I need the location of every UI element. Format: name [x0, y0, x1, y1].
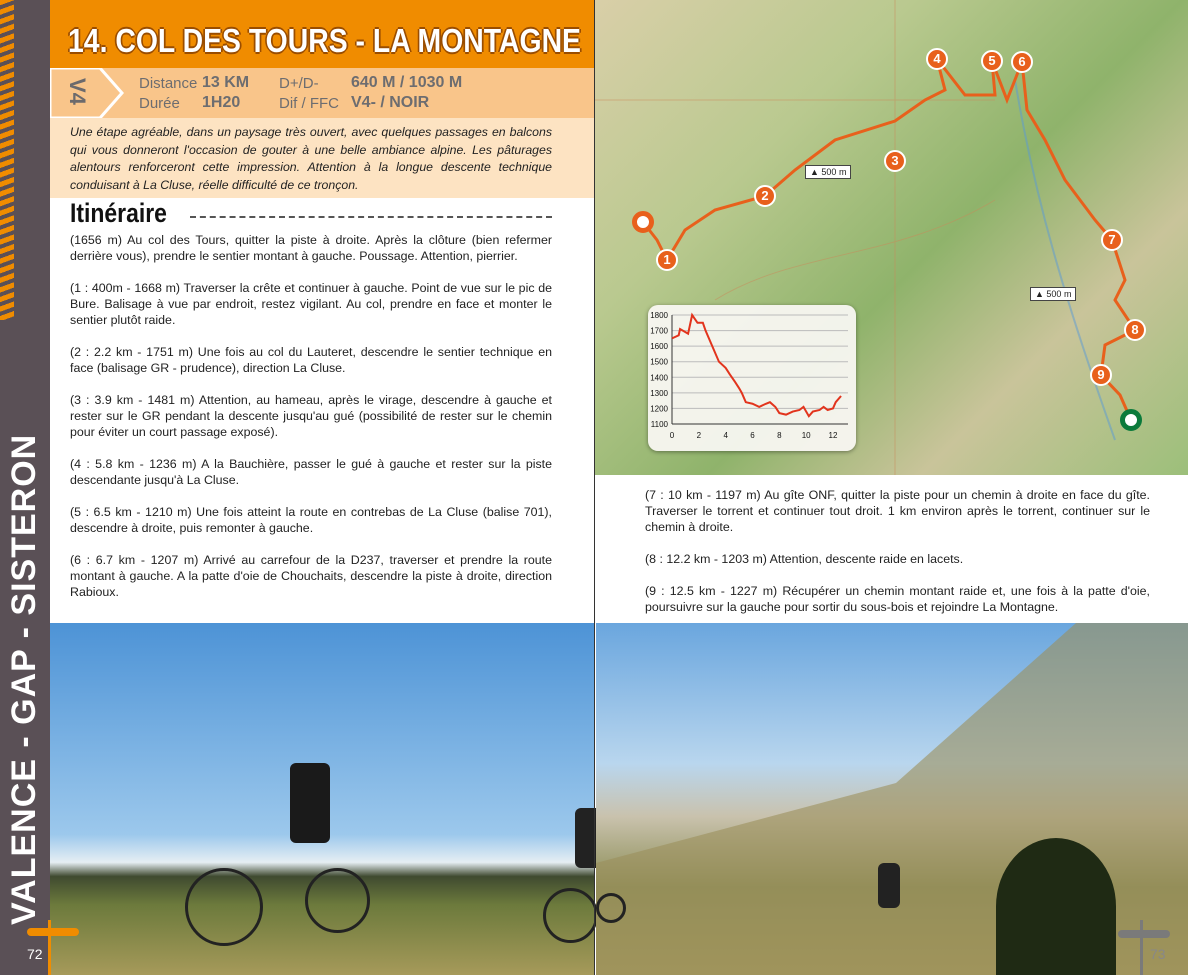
step-paragraph: (7 : 10 km - 1197 m) Au gîte ONF, quitter la piste pour un chemin à droite en face du gîte. Traverser le torrent et continuer tout droit. 1 km environ après le torrent, continuer sur le chemin à droite. — [645, 488, 1150, 534]
waypoint-marker: 1 — [656, 249, 678, 271]
waypoint-marker: 4 — [926, 48, 948, 70]
cyclist — [290, 763, 330, 843]
step-paragraph: (5 : 6.5 km - 1210 m) Une fois atteint la route en contrebas de La Cluse (balise 701), descendre à droite, puis remonter à gauche. — [70, 505, 552, 535]
waypoint-marker: 7 — [1101, 229, 1123, 251]
step-paragraph: (4 : 5.8 km - 1236 m) A la Bauchière, passer le gué à gauche et rester sur la piste descendante jusqu'à La Cluse. — [70, 457, 552, 487]
itinerary-left-column — [70, 232, 552, 616]
signpost-icon — [1118, 930, 1170, 938]
x-tick-label: 6 — [750, 431, 755, 440]
bike-wheel — [305, 868, 370, 933]
intro-text: Une étape agréable, dans un paysage très ouvert, avec quelques passages en balcons qui vous donneront l'occasion de gouter à une belle ambiance alpine. Les pâturages alentours renforceront cette impression. Attention à la longue descente technique conduisant à La Cluse, réelle difficulté de ce tronçon. — [70, 125, 552, 192]
bike-wheel — [185, 868, 263, 946]
y-tick-label: 1600 — [650, 342, 668, 352]
y-tick-label: 1800 — [650, 311, 668, 320]
distance-value: 13 KM — [202, 74, 250, 91]
x-tick-label: 4 — [723, 431, 728, 440]
duration-value: 1H20 — [202, 94, 241, 111]
map-scale: ▲ 500 m — [1030, 287, 1076, 301]
page-fold — [594, 0, 595, 975]
y-tick-label: 1100 — [650, 420, 668, 429]
page-number-left: 72 — [27, 946, 43, 962]
level-badge: V4 — [65, 78, 90, 105]
waypoint-marker: 9 — [1090, 364, 1112, 386]
waypoint-marker: 5 — [981, 50, 1003, 72]
photo-mountain — [596, 623, 1188, 975]
step-paragraph: (8 : 12.2 km - 1203 m) Attention, descente raide en lacets. — [645, 552, 964, 566]
duration-label: Durée — [139, 95, 180, 112]
step-paragraph: (9 : 12.5 km - 1227 m) Récupérer un chemin montant raide et, une fois à la patte d'oie, poursuivre sur la gauche pour sortir du sous-bois et rejoindre La Montagne. — [645, 584, 1150, 614]
x-tick-label: 0 — [669, 431, 675, 440]
y-tick-label: 1200 — [650, 404, 668, 414]
scale-label: 500 m — [821, 167, 847, 177]
distance-label: Distance — [139, 75, 198, 92]
step-paragraph: (1 : 400m - 1668 m) Traverser la crête et continuer à gauche. Point de vue sur le pic de Bure. Balisage à vue par endroit, restez vigilant. Au col, prendre en face et monter le sentier plutôt raide. — [70, 281, 552, 327]
bike-wheel — [543, 888, 598, 943]
decorative-pattern — [0, 0, 14, 320]
x-tick-label: 10 — [801, 431, 811, 440]
waypoint-marker: 8 — [1124, 319, 1146, 341]
difficulty-label: Dif / FFC — [279, 95, 339, 112]
end-marker — [1120, 409, 1142, 431]
cyclist — [878, 863, 900, 908]
bike-wheel — [596, 893, 626, 923]
elevation-profile — [648, 305, 856, 451]
y-tick-label: 1700 — [650, 326, 668, 336]
heading-divider — [190, 216, 552, 218]
step-paragraph: (2 : 2.2 km - 1751 m) Une fois au col du Lauteret, descendre le sentier technique en face (balisage GR - prudence), direction La Cluse. — [70, 345, 552, 375]
scale-label: 500 m — [1046, 289, 1072, 299]
waypoint-marker: 6 — [1011, 51, 1033, 73]
x-tick-label: 2 — [696, 431, 702, 440]
region-title: VALENCE - GAP - SISTERON — [5, 433, 43, 925]
signpost-icon — [1140, 920, 1143, 975]
tree — [996, 838, 1116, 975]
y-tick-label: 1400 — [650, 373, 668, 383]
y-tick-label: 1500 — [650, 357, 668, 367]
step-paragraph: (3 : 3.9 km - 1481 m) Attention, au hameau, après le virage, descendre à gauche et rester sur le GR pendant la descente jusqu'au gué (possibilité de rester sur le chemin pour éviter un court passage exposé). — [70, 393, 552, 439]
itinerary-right-column — [645, 487, 1150, 631]
start-marker — [632, 211, 654, 233]
step-paragraph: (1656 m) Au col des Tours, quitter la piste à droite. Après la clôture (bien refermer derrière vous), prendre le sentier montant à gauche. Poussage. Attention, pierrier. — [70, 233, 552, 263]
x-tick-label: 12 — [828, 431, 838, 440]
step-paragraph: (6 : 6.7 km - 1207 m) Arrivé au carrefour de la D237, traverser et prendre la route montant à gauche. A la patte d'oie de Chouchaits, descendre la piste à droite, direction Rabioux. — [70, 553, 552, 599]
waypoint-marker: 3 — [884, 150, 906, 172]
y-tick-label: 1300 — [650, 388, 668, 398]
waypoint-marker: 2 — [754, 185, 776, 207]
page-title: 14. COL DES TOURS - LA MONTAGNE — [68, 22, 581, 59]
difficulty-value: V4- / NOIR — [351, 94, 430, 111]
elevation-value: 640 M / 1030 M — [351, 74, 463, 91]
page-number-right: 73 — [1150, 946, 1166, 962]
itinerary-heading: Itinéraire — [70, 198, 167, 228]
photo-cyclists — [50, 623, 594, 975]
signpost-icon — [27, 928, 79, 936]
elevation-label: D+/D- — [279, 75, 319, 92]
elevation-chart — [648, 305, 856, 451]
map-scale: ▲ 500 m — [805, 165, 851, 179]
x-tick-label: 8 — [777, 431, 782, 440]
